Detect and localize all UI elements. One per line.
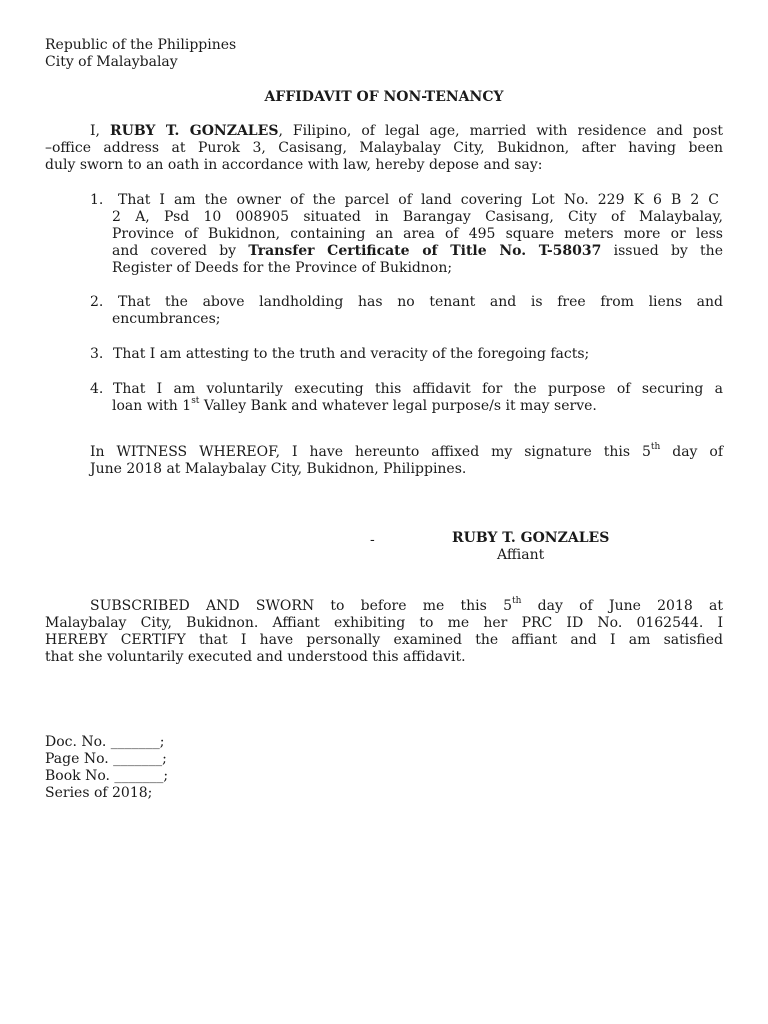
signature-dash: - — [370, 532, 375, 548]
intro-line-3: duly sworn to an oath in accordance with law, hereby depose and say: — [45, 157, 543, 173]
witness-ordinal: th — [650, 442, 661, 453]
item-1-line-4-pre: and covered by — [112, 243, 249, 259]
item-1-number: 1. — [90, 192, 104, 208]
item-1-line-2: 2 A, Psd 10 008905 situated in Barangay Casisang, City of Malaybalay, — [112, 209, 723, 225]
book-number-field: Book No. _______; — [45, 768, 169, 784]
witness-line-1 — [90, 444, 723, 461]
series-field: Series of 2018; — [45, 785, 153, 801]
item-2-line-2: encumbrances; — [112, 311, 221, 327]
jurat-line-1 — [90, 598, 723, 615]
signature-role: Affiant — [497, 547, 545, 563]
item-1-line-4 — [112, 243, 723, 260]
witness-line-1-pre: In WITNESS WHEREOF, I have hereunto affixed my signature this 5 — [90, 444, 651, 460]
item-2-number: 2. — [90, 294, 104, 310]
item-1-line-4-post: issued by the — [601, 243, 723, 259]
jurat-line-4: that she voluntarily executed and understood this affidavit. — [45, 649, 466, 665]
item-1-line-5: Register of Deeds for the Province of Bukidnon; — [112, 260, 453, 276]
jurat-line-1-pre: SUBSCRIBED AND SWORN to before me this 5 — [90, 598, 512, 614]
page-number-field: Page No. _______; — [45, 751, 167, 767]
item-3-line-1: That I am attesting to the truth and veracity of the foregoing facts; — [113, 346, 590, 362]
item-4-line-1: That I am voluntarily executing this affidavit for the purpose of securing a — [113, 381, 723, 397]
intro-line-1-rest: , Filipino, of legal age, married with residence and post — [278, 123, 724, 139]
document-title: AFFIDAVIT OF NON-TENANCY — [264, 89, 504, 105]
item-1-line-3: Province of Bukidnon, containing an area of 495 square meters more or less — [112, 226, 723, 242]
header-city: City of Malaybalay — [45, 54, 178, 70]
intro-prefix: I, — [90, 123, 110, 139]
item-4-line-2-post: Valley Bank and whatever legal purpose/s it may serve. — [199, 398, 597, 414]
item-4-ordinal: st — [191, 396, 200, 407]
witness-line-2: June 2018 at Malaybalay City, Bukidnon, Philippines. — [90, 461, 467, 477]
item-1-line-1: That I am the owner of the parcel of land covering Lot No. 229 K 6 B 2 C — [118, 192, 719, 208]
witness-line-1-post: day of — [660, 444, 723, 460]
affiant-name: RUBY T. GONZALES — [110, 123, 279, 139]
item-4-line-2-pre: loan with 1 — [112, 398, 192, 414]
header-republic: Republic of the Philippines — [45, 37, 237, 53]
jurat-line-1-post: day of June 2018 at — [521, 598, 723, 614]
intro-line-2: –office address at Purok 3, Casisang, Malaybalay City, Bukidnon, after having been — [45, 140, 723, 156]
doc-number-field: Doc. No. _______; — [45, 734, 165, 750]
jurat-line-3: HEREBY CERTIFY that I have personally examined the affiant and I am satisfied — [45, 632, 723, 648]
item-2-line-1: That the above landholding has no tenant and is free from liens and — [118, 294, 723, 310]
item-4-number: 4. — [90, 381, 104, 397]
signature-name: RUBY T. GONZALES — [452, 530, 610, 546]
title-certificate-reference: Transfer Certificate of Title No. T-58037 — [248, 243, 602, 259]
intro-line-1 — [90, 123, 723, 140]
item-3-number: 3. — [90, 346, 104, 362]
jurat-line-2: Malaybalay City, Bukidnon. Affiant exhibiting to me her PRC ID No. 0162544. I — [45, 615, 723, 631]
item-4-line-2 — [112, 398, 597, 415]
jurat-ordinal: th — [511, 596, 522, 607]
